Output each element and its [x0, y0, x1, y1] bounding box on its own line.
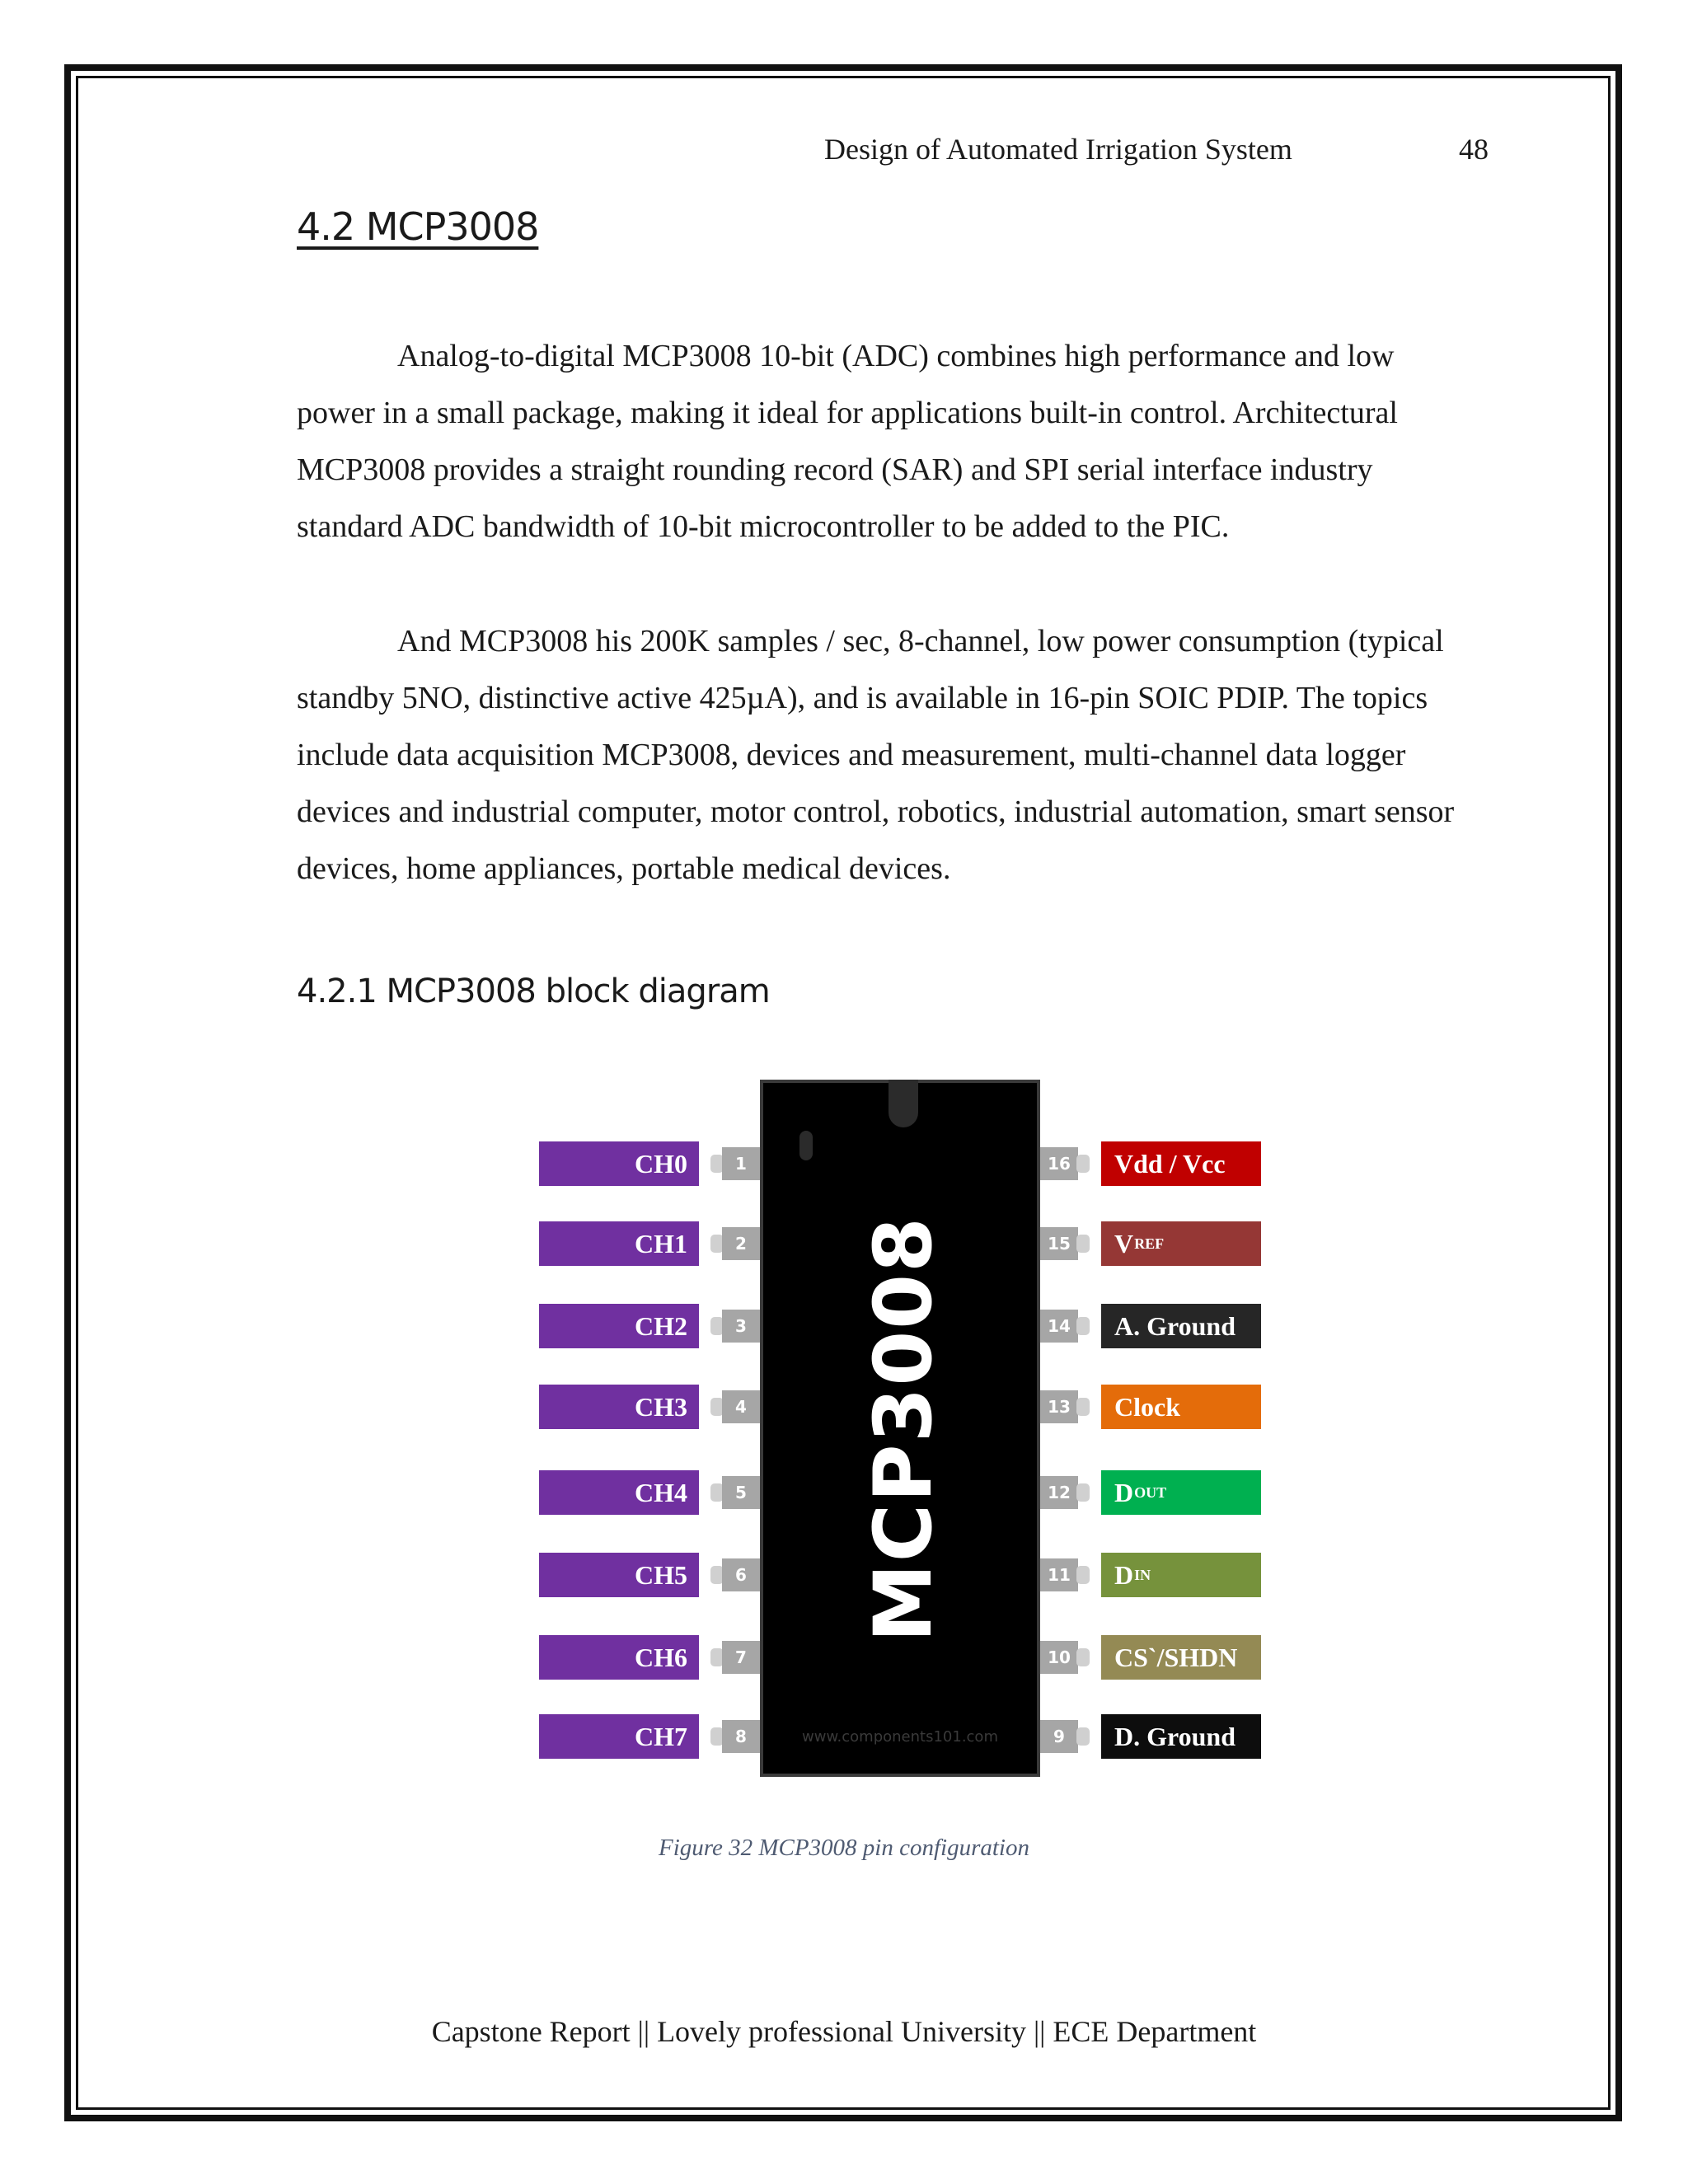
pin-label-subscript: REF	[1134, 1235, 1165, 1252]
pin-label-ch0: CH0	[539, 1141, 699, 1186]
pin-number-3: 3	[722, 1310, 760, 1343]
pin-stub	[1076, 1648, 1090, 1666]
pin-label-vref	[1101, 1221, 1261, 1266]
pin-label-main: Vdd / Vcc	[1114, 1148, 1226, 1179]
pin-label-ch4: CH4	[539, 1470, 699, 1515]
pin-stub	[1076, 1155, 1090, 1173]
pin-label-vdd-vcc	[1101, 1141, 1261, 1186]
pin-number-5: 5	[722, 1476, 760, 1509]
page-footer: Capstone Report || Lovely professional University || ECE Department	[431, 2015, 1257, 2048]
pin-label-main: CS`/SHDN	[1114, 1642, 1238, 1672]
pin-label-ch3: CH3	[539, 1385, 699, 1429]
pin-stub	[1076, 1727, 1090, 1746]
pin-label-a-ground	[1101, 1304, 1261, 1348]
ic-chip-body	[760, 1080, 1040, 1777]
pin-label-subscript: OUT	[1134, 1483, 1167, 1501]
pin-stub	[1076, 1235, 1090, 1253]
paragraph-1: Analog-to-digital MCP3008 10-bit (ADC) combines high performance and low power in a small package, making it ideal for applications built-in control. Architectural MCP3008 provides a straight rounding record (SAR) and SPI serial interface industry standard ADC bandwidth of 10-bit microcontroller to be added to the PIC.	[297, 339, 1398, 544]
pin-label-main: D	[1114, 1477, 1134, 1507]
pin-number-10: 10	[1040, 1641, 1078, 1674]
pin-number-2: 2	[722, 1227, 760, 1260]
pin-stub	[1076, 1483, 1090, 1502]
pin-label-ch5: CH5	[539, 1553, 699, 1597]
pin-number-16: 16	[1040, 1147, 1078, 1180]
pin-label-ch7: CH7	[539, 1714, 699, 1759]
pin-number-13: 13	[1040, 1390, 1078, 1423]
pin-number-8: 8	[722, 1720, 760, 1753]
pin-label-dout	[1101, 1470, 1261, 1515]
pin-label-ch2: CH2	[539, 1304, 699, 1348]
chip-label: MCP3008	[857, 1216, 950, 1643]
pin-number-12: 12	[1040, 1476, 1078, 1509]
subsection-heading: 4.2.1 MCP3008 block diagram	[297, 972, 770, 1010]
pin-label-ch1: CH1	[539, 1221, 699, 1266]
pin-stub	[1076, 1398, 1090, 1416]
pin-label-main: A. Ground	[1114, 1310, 1236, 1341]
running-header: Design of Automated Irrigation System	[824, 133, 1292, 166]
pin-label-cs-shdn	[1101, 1635, 1261, 1680]
pin-label-main: Clock	[1114, 1391, 1180, 1422]
paragraph-2: And MCP3008 his 200K samples / sec, 8-channel, low power consumption (typical standby 5NO, distinctive active 425µA), and is available in 16-pin SOIC PDIP. The topics include data acquisition MCP3008, devices and measurement, multi-channel data logger devices and industrial computer, motor control, robotics, industrial automation, smart sensor devices, home appliances, portable medical devices.	[297, 624, 1455, 886]
pin-number-1: 1	[722, 1147, 760, 1180]
pin-number-4: 4	[722, 1390, 760, 1423]
pin-label-subscript: IN	[1134, 1566, 1151, 1583]
pin-number-7: 7	[722, 1641, 760, 1674]
diagram-watermark: www.components101.com	[802, 1728, 998, 1746]
pin-label-d-ground	[1101, 1714, 1261, 1759]
pin-label-din	[1101, 1553, 1261, 1597]
page-number: 48	[1459, 133, 1489, 166]
pin-number-14: 14	[1040, 1310, 1078, 1343]
pin-number-15: 15	[1040, 1227, 1078, 1260]
pin-label-main: D	[1114, 1559, 1134, 1590]
pin-label-main: D. Ground	[1114, 1721, 1236, 1751]
pin-number-6: 6	[722, 1558, 760, 1591]
pin-configuration-diagram	[528, 1071, 1269, 1788]
pin-stub	[1076, 1317, 1090, 1335]
chip-notch	[889, 1080, 918, 1127]
pin-number-9: 9	[1040, 1720, 1078, 1753]
pin1-marker-dot	[799, 1131, 813, 1160]
pin-label-clock	[1101, 1385, 1261, 1429]
pin-stub	[1076, 1566, 1090, 1584]
pin-label-main: V	[1114, 1228, 1134, 1258]
section-heading: 4.2 MCP3008	[297, 204, 539, 249]
pin-label-ch6: CH6	[539, 1635, 699, 1680]
figure-caption: Figure 32 MCP3008 pin configuration	[658, 1835, 1029, 1861]
pin-number-11: 11	[1040, 1558, 1078, 1591]
